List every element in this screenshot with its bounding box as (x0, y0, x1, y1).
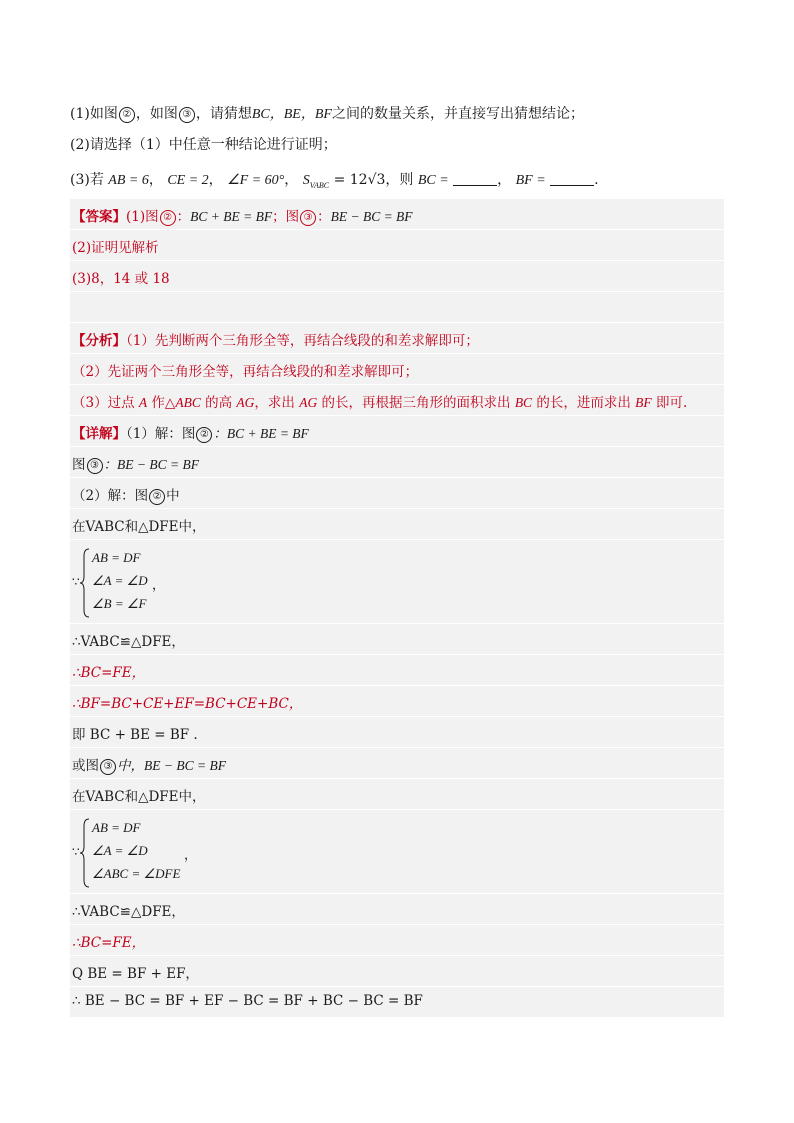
detail-1-prefix: （1）解：图 (126, 426, 196, 442)
figure-2-mark: ② (119, 107, 135, 123)
q3-area-subscript: VABC (309, 180, 330, 190)
detail-row-10 (70, 779, 724, 810)
figure-2-mark: ② (196, 427, 212, 443)
q3-end: . (594, 172, 599, 188)
q1-post: ，请猜想 (195, 106, 252, 122)
detail-4: 在VABC和△DFE中， (72, 519, 206, 535)
system-2-row (70, 810, 724, 894)
q1-end: 之间的数量关系，并直接写出猜想结论； (331, 106, 584, 122)
detail-row-2 (70, 447, 724, 478)
question-3: (3)若 AB = 6， CE = 2， ∠F = 60°， $S_{VABC} = 12√3$，则 BC = ， BF = . (70, 172, 599, 190)
answer-1-eq2: BE − BC = BF (330, 209, 413, 224)
detail-row-9 (70, 748, 724, 779)
system-2-comma: ， (184, 848, 198, 863)
answer-colon: ： (176, 209, 191, 225)
detail-row-1 (70, 416, 724, 447)
detail-row-4 (70, 509, 724, 540)
answer-row-2 (70, 230, 724, 261)
detail-row-11 (70, 894, 724, 925)
because-symbol: ∵ (72, 575, 80, 589)
answer-2: (2)证明见解析 (72, 240, 159, 256)
figure-2-mark: ② (149, 489, 165, 505)
answer-separator: ；图 (272, 209, 300, 225)
answer-spacer (70, 292, 724, 323)
figure-3-mark: ③ (100, 759, 116, 775)
detail-row-3 (70, 478, 724, 509)
question-1 (70, 104, 584, 125)
detail-row-8 (70, 717, 724, 748)
figure-2-mark: ② (160, 210, 176, 226)
system-1-line-2: ∠A = ∠D (92, 573, 148, 588)
detail-9-prefix: 或图 (72, 758, 99, 774)
q1-variables: BC，BE，BF (251, 107, 332, 122)
q3-ce: CE = 2 (167, 173, 209, 188)
q3-area-s: S (302, 173, 310, 188)
bc-blank[interactable] (453, 171, 497, 186)
left-brace-icon (80, 818, 90, 888)
q1-middle: ，如图 (135, 106, 178, 122)
answer-1-prefix: (1)图 (126, 209, 159, 225)
analysis-tag: 【分析】 (72, 333, 126, 349)
question-2: (2)请选择（1）中任意一种结论进行证明； (70, 137, 337, 153)
q1-prefix: (1)如图 (70, 106, 118, 122)
answer-tag: 【答案】 (72, 209, 126, 225)
detail-row-12 (70, 925, 724, 956)
figure-3-mark: ③ (300, 210, 316, 226)
detail-2-eq: ：BE − BC = BF (103, 457, 199, 472)
system-2-line-1: AB = DF (92, 820, 141, 835)
system-1-line-1: AB = DF (92, 550, 141, 565)
analysis-line-3: （3）过点 A 作△ABC 的高 AG，求出 AG 的长，再根据三角形的面积求出 BC 的长，进而求出 BF 即可. (72, 395, 688, 411)
figure-3-mark: ③ (179, 107, 195, 123)
analysis-row-2 (70, 354, 724, 385)
detail-9-post: 中，BE − BC = BF (117, 758, 226, 773)
because-symbol: ∵ (72, 845, 80, 859)
detail-row-7 (70, 686, 724, 717)
system-1-row (70, 540, 724, 624)
q3-bf: BF = (515, 173, 546, 188)
detail-row-5 (70, 624, 724, 655)
answer-row-1: 【答案】(1)图 ② ：BC + BE = BF；图 ③ ：BE − BC = BF (70, 199, 724, 230)
q3-ab: AB = 6 (108, 173, 149, 188)
left-brace-icon (80, 548, 90, 618)
analysis-line-2: （2）先证两个三角形全等，再结合线段的和差求解即可； (72, 364, 419, 380)
detail-1-eq: ：BC + BE = BF (213, 426, 309, 441)
detail-11: ∴VABC≌△DFE， (72, 904, 185, 920)
answer-row-3 (70, 261, 724, 292)
analysis-row-3 (70, 385, 724, 416)
q3-then: ，则 (385, 172, 414, 188)
system-2-line-2: ∠A = ∠D (92, 843, 148, 858)
system-1-line-3: ∠B = ∠F (92, 596, 147, 611)
detail-5: ∴VABC≌△DFE， (72, 634, 185, 650)
detail-tag: 【详解】 (72, 426, 126, 442)
q3-angle-f: ∠F = 60° (227, 173, 285, 188)
analysis-row-1 (70, 323, 724, 354)
detail-10: 在VABC和△DFE中， (72, 789, 206, 805)
detail-8: 即 BC + BE = BF . (72, 727, 198, 743)
bf-blank[interactable] (550, 171, 594, 186)
detail-3-post: 中 (166, 488, 180, 504)
q3-prefix: (3)若 (70, 172, 104, 188)
detail-row-6 (70, 655, 724, 686)
detail-12: ∴BC=FE， (72, 935, 146, 951)
system-1-comma: ， (152, 578, 166, 593)
answer-section (70, 199, 724, 1018)
detail-3-prefix: （2）解：图 (72, 488, 149, 504)
analysis-line-1: （1）先判断两个三角形全等，再结合线段的和差求解即可； (126, 333, 479, 349)
q3-area-value: = 12√3 (329, 172, 386, 188)
detail-row-14 (70, 987, 724, 1018)
detail-6: ∴BC=FE， (72, 665, 146, 681)
answer-1-eq1: BC + BE = BF (190, 209, 273, 224)
q3-bc: BC = (417, 173, 449, 188)
detail-14: ∴ BE − BC = BF + EF − BC = BF + BC − BC = BF (72, 993, 423, 1009)
detail-2-prefix: 图 (72, 457, 86, 473)
detail-7: ∴BF=BC+CE+EF=BC+CE+BC， (72, 696, 303, 712)
answer-3: (3)8，14 或 18 (72, 271, 170, 287)
system-2-line-3: ∠ABC = ∠DFE (92, 866, 181, 881)
detail-13: Q BE = BF + EF， (72, 966, 199, 982)
figure-3-mark: ③ (87, 458, 103, 474)
detail-row-13 (70, 956, 724, 987)
